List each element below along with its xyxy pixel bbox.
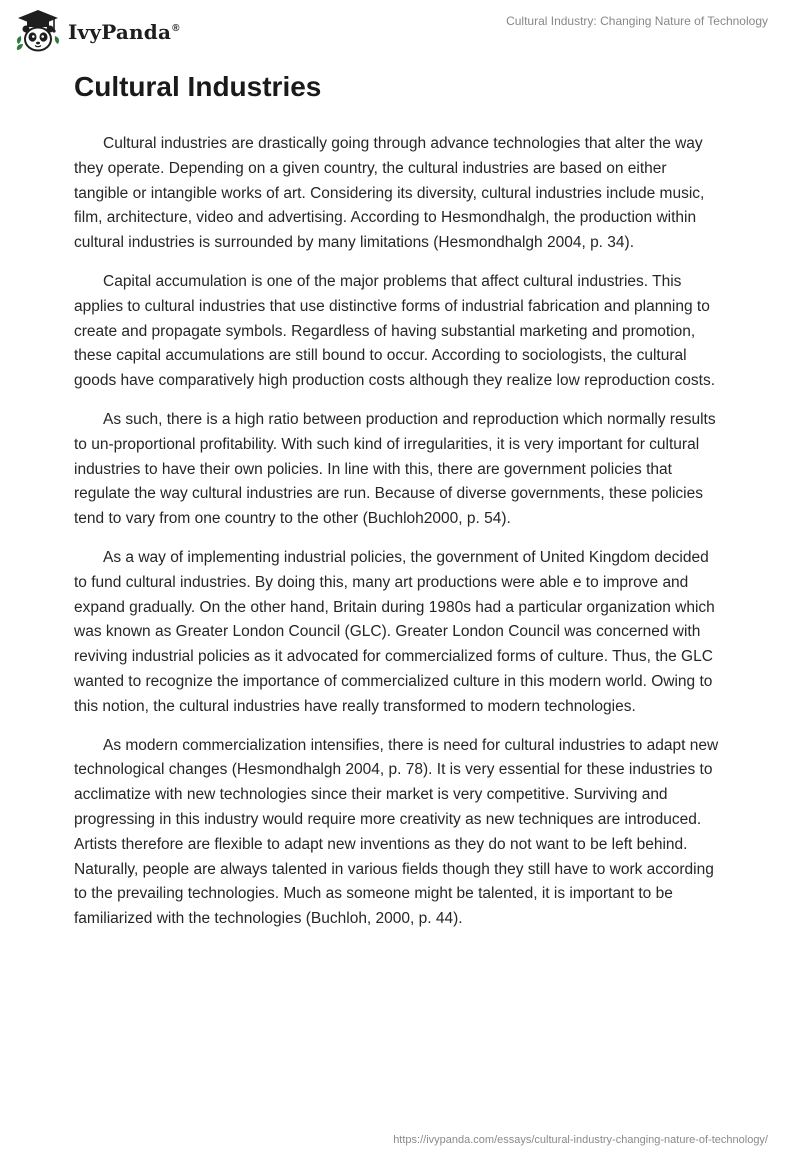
ivypanda-logo[interactable] xyxy=(14,8,180,54)
logo-wordmark xyxy=(68,20,180,44)
logo-text: IvyPanda xyxy=(68,20,172,44)
source-url[interactable]: https://ivypanda.com/essays/cultural-industry-changing-nature-of-technology/ xyxy=(393,1134,768,1146)
paragraph: As such, there is a high ratio between production and reproduction which normally results to un-proportional profitability. With such kind of irregularities, it is very important for cultural industries to have their own policies. In line with this, there are government policies that regulate the way cultural industries are run. Because of diverse governments, these policies tend to vary from one country to the other (Buchloh2000, p. 54). xyxy=(74,410,716,528)
page-header xyxy=(0,0,800,70)
paragraph: As modern commercialization intensifies, there is need for cultural industries to adapt new technological changes (Hesmondhalgh 2004, p. 78). It is very essential for these industries to acclimatize with new technologies since their market is very competitive. Surviving and progressing in this industry would require more creativity as new techniques are introduced. Artists therefore are flexible to adapt new inventions as they do not want to be left behind. Naturally, people are always talented in various fields though they still have to work according to the prevailing technologies. Much as someone might be talented, it is important to be familiarized with the technologies (Buchloh, 2000, p. 44). xyxy=(74,736,719,928)
document-header-title: Cultural Industry: Changing Nature of Technology xyxy=(506,14,768,28)
page-title: Cultural Industries xyxy=(74,71,322,102)
panda-graduate-icon xyxy=(14,8,62,54)
paragraph: As a way of implementing industrial policies, the government of United Kingdom decided to fund cultural industries. By doing this, many art productions were able e to improve and expand gradually. On the other hand, Britain during 1980s had a particular organization which was known as Greater London Council (GLC). Greater London Council was concerned with reviving industrial policies as it advocated for commercialized forms of culture. Thus, the GLC wanted to recognize the importance of commercialized culture in this modern world. Owing to this notion, the cultural industries have really transformed to modern technologies. xyxy=(74,548,715,715)
paragraph: Cultural industries are drastically going through advance technologies that alter the way they operate. Depending on a given country, the cultural industries are based on either tangible or intangible works of art. Considering its diversity, cultural industries include music, film, architecture, video and advertising. According to Hesmondhalgh, the production within cultural industries is surrounded by many limitations (Hesmondhalgh 2004, p. 34). xyxy=(74,135,705,252)
registered-mark: ® xyxy=(172,23,180,35)
article-body xyxy=(74,132,724,946)
paragraph: Capital accumulation is one of the major problems that affect cultural industries. This applies to cultural industries that use distinctive forms of industrial fabrication and planning to create and propagate symbols. Regardless of having substantial marketing and promotion, these capital accumulations are still bound to occur. According to sociologists, the cultural goods have comparatively high production costs although they realize low reproduction costs. xyxy=(74,272,716,390)
